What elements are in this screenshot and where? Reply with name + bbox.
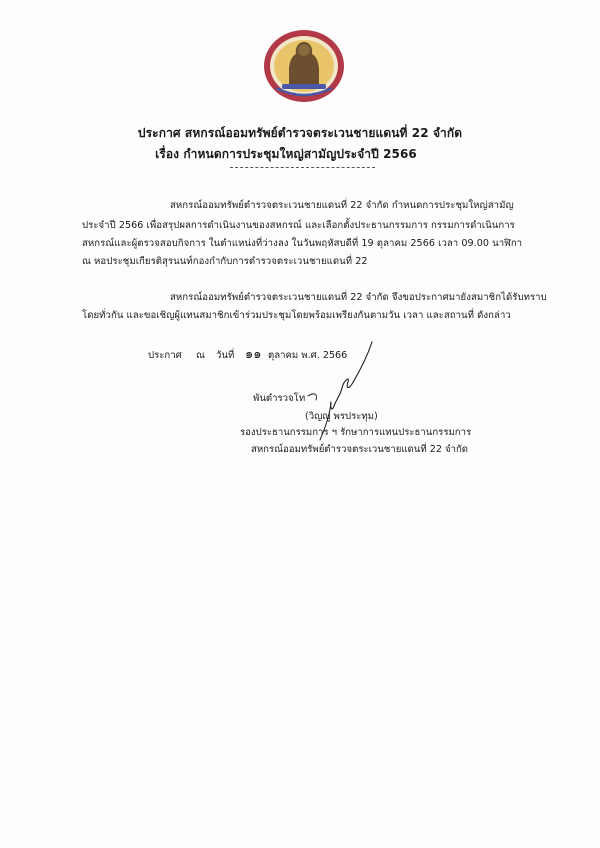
paragraph-1-line-3: สหกรณ์และผู้ตรวจสอบกิจการ ในตำแหน่งที่ว่างลง ในวันพฤหัสบดีที่ 19 ตุลาคม 2566 เวลา 09.00 นาฬิกา	[82, 238, 523, 249]
announce-at: ณ	[196, 350, 205, 361]
paragraph-2-line-2: โดยทั่วกัน และขอเชิญผู้แทนสมาชิกเข้าร่วมประชุมโดยพร้อมเพรียงกันตามวัน เวลา และสถานที่ ดังกล่าว	[82, 310, 511, 321]
cooperative-seal-icon	[262, 28, 346, 104]
paragraph-1-line-1: สหกรณ์ออมทรัพย์ตำรวจตระเวนชายแดนที่ 22 จำกัด กำหนดการประชุมใหญ่สามัญ	[170, 200, 514, 211]
announce-month-year: ตุลาคม พ.ศ. 2566	[268, 350, 348, 361]
title-divider	[230, 167, 375, 168]
announcement-subject: เรื่อง กำหนดการประชุมใหญ่สามัญประจำปี 2566	[155, 147, 417, 161]
announce-day-label: วันที่	[216, 350, 235, 361]
announce-day-handwritten: ๑๑	[245, 347, 262, 362]
signatory-position: รองประธานกรรมการ ฯ รักษาการแทนประธานกรรมการ	[240, 427, 472, 438]
announce-label: ประกาศ	[148, 350, 182, 361]
signatory-organization: สหกรณ์ออมทรัพย์ตำรวจตระเวนชายแดนที่ 22 จำกัด	[251, 444, 469, 455]
announcement-title: ประกาศ สหกรณ์ออมทรัพย์ตำรวจตระเวนชายแดนที่ 22 จำกัด	[137, 126, 463, 140]
signatory-name: (วิญญู พรประทุม)	[305, 411, 378, 422]
paragraph-1-line-2: ประจำปี 2566 เพื่อสรุปผลการดำเนินงานของสหกรณ์ และเลือกตั้งประธานกรรมการ กรรมการดำเนินการ	[82, 220, 515, 231]
paragraph-2-line-1: สหกรณ์ออมทรัพย์ตำรวจตระเวนชายแดนที่ 22 จำกัด จึงขอประกาศมายังสมาชิกได้รับทราบ	[170, 292, 547, 303]
paragraph-1-line-4: ณ หอประชุมเกียรติสุรนนท์กองกำกับการตำรวจตระเวนชายแดนที่ 22	[82, 256, 368, 267]
signatory-rank: พันตำรวจโท	[253, 393, 306, 404]
